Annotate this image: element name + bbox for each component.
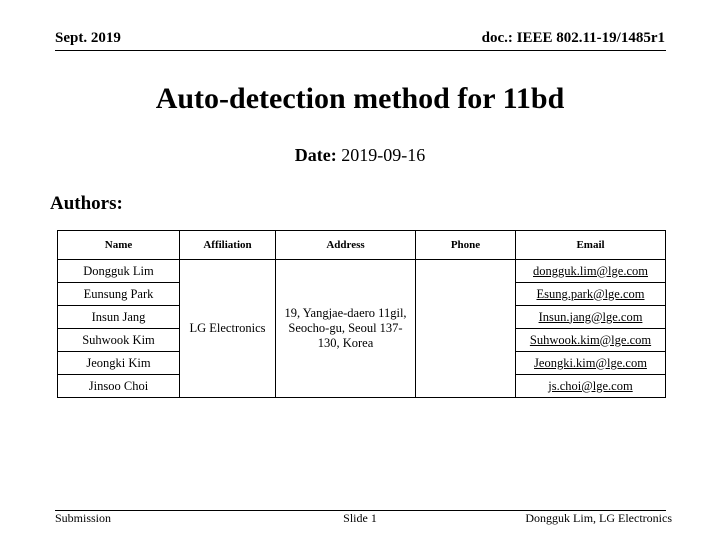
- author-name: Jeongki Kim: [58, 352, 180, 375]
- phone-cell: [416, 260, 516, 398]
- col-header-name: Name: [58, 231, 180, 260]
- author-name: Eunsung Park: [58, 283, 180, 306]
- slide-title: Auto-detection method for 11bd: [155, 82, 565, 115]
- author-name: Suhwook Kim: [58, 329, 180, 352]
- date-value: 2019-09-16: [341, 145, 426, 165]
- email-link[interactable]: dongguk.lim@lge.com: [533, 263, 648, 278]
- author-name: Dongguk Lim: [58, 260, 180, 283]
- header-date: Sept. 2019: [55, 30, 121, 46]
- author-email: [516, 329, 666, 352]
- email-link[interactable]: Suhwook.kim@lge.com: [529, 332, 652, 347]
- col-header-email: Email: [516, 231, 666, 260]
- email-link[interactable]: Insun.jang@lge.com: [538, 309, 643, 324]
- table-header-row: [58, 231, 666, 260]
- email-link[interactable]: Esung.park@lge.com: [536, 286, 645, 301]
- author-email: [516, 260, 666, 283]
- date-label: Date:: [294, 145, 337, 165]
- authors-heading: Authors:: [50, 193, 123, 214]
- date-line: [0, 145, 720, 166]
- col-header-address: Address: [276, 231, 416, 260]
- footer-author: Dongguk Lim, LG Electronics: [525, 511, 672, 525]
- author-email: [516, 306, 666, 329]
- email-link[interactable]: js.choi@lge.com: [548, 378, 633, 393]
- author-name: Jinsoo Choi: [58, 375, 180, 398]
- author-email: [516, 352, 666, 375]
- address-cell: 19, Yangjae-daero 11gil, Seocho-gu, Seoul 137-130, Korea: [276, 260, 416, 398]
- author-name: Insun Jang: [58, 306, 180, 329]
- email-link[interactable]: Jeongki.kim@lge.com: [534, 355, 647, 370]
- author-email: [516, 283, 666, 306]
- authors-table: [57, 230, 666, 398]
- affiliation-cell: LG Electronics: [180, 260, 276, 398]
- footer-slide-number: Slide 1: [343, 511, 377, 525]
- table-row: [58, 260, 666, 283]
- author-email: [516, 375, 666, 398]
- col-header-affiliation: Affiliation: [180, 231, 276, 260]
- col-header-phone: Phone: [416, 231, 516, 260]
- header-doc-id: doc.: IEEE 802.11-19/1485r1: [481, 30, 665, 46]
- header-rule: [55, 50, 666, 51]
- footer-submission: Submission: [55, 511, 112, 525]
